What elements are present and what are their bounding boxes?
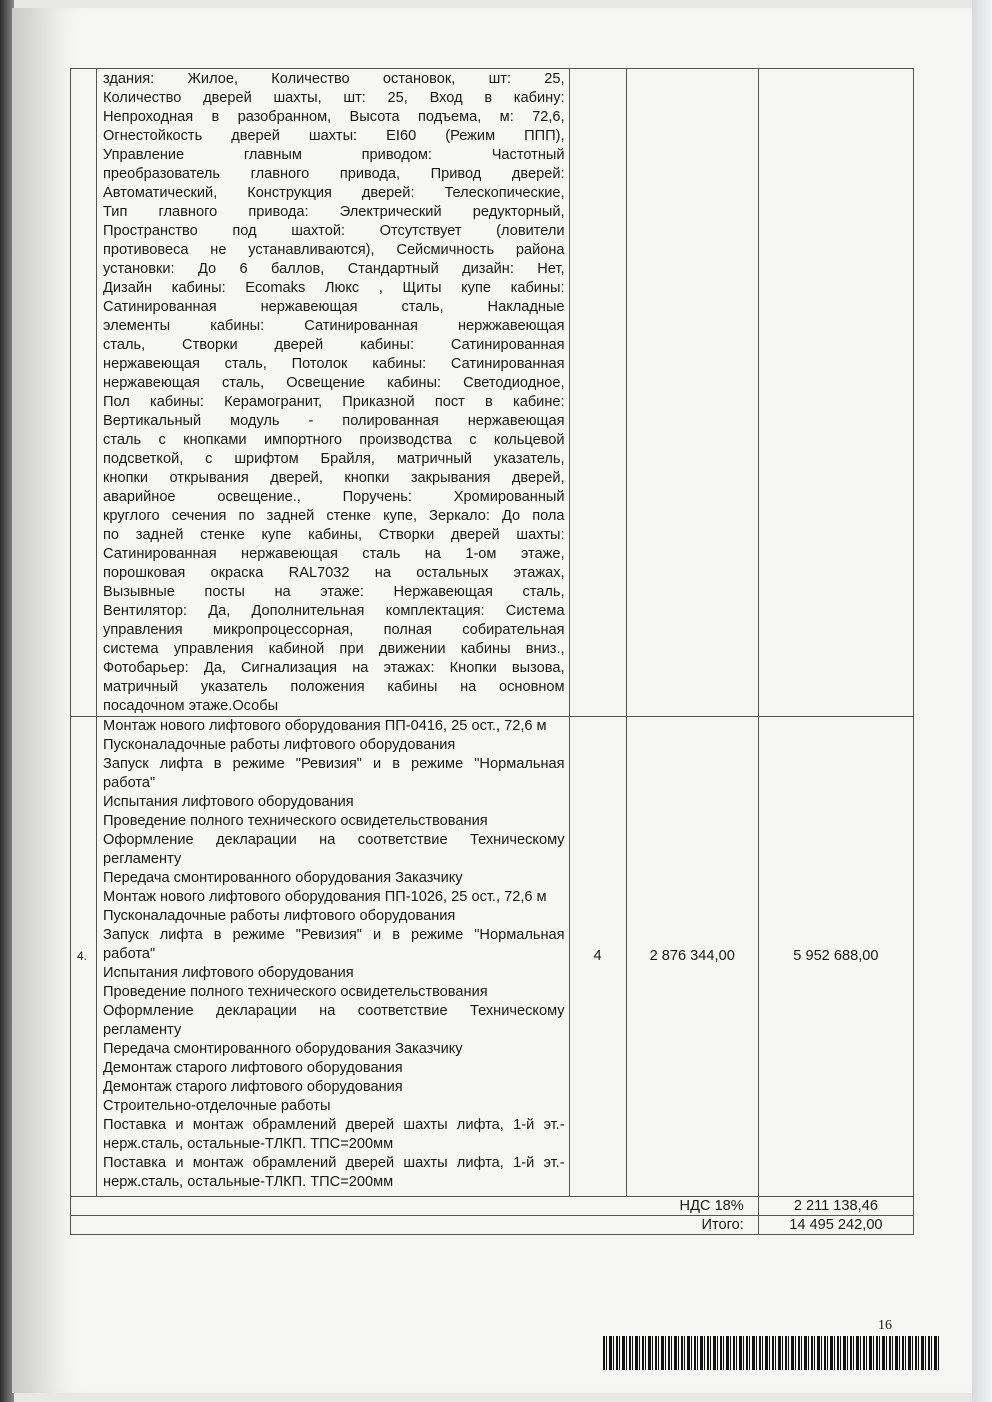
- description-line: Пространство под шахтой: Отсутствует (ловители: [103, 223, 565, 239]
- work-item: Оформление декларации на соответствие Техническому регламенту: [103, 832, 565, 867]
- description-line: противовеса не устанавливаются), Сейсмичность района: [103, 242, 565, 258]
- description-line: кнопки открывания дверей, кнопки закрывания дверей,: [103, 470, 565, 486]
- work-item: Демонтаж старого лифтового оборудования: [103, 1079, 403, 1095]
- description-line: установки: До 6 баллов, Стандартный дизайн: Нет,: [103, 261, 565, 277]
- price-cell: [626, 69, 758, 717]
- description-line: сталь, Створки дверей кабины: Сатинированная: [103, 337, 565, 353]
- description-line: по задней стенке купе кабины, Створки дверей шахты:: [103, 527, 565, 543]
- row-number-cell: [71, 69, 97, 717]
- total-label: Итого:: [71, 1216, 759, 1235]
- vat-label: НДС 18%: [71, 1197, 759, 1216]
- works-list: [97, 717, 569, 1196]
- work-item: Монтаж нового лифтового оборудования ПП-1026, 25 ост., 72,6 м: [103, 889, 547, 905]
- description-line: Огнестойкость дверей шахты: EI60 (Режим ППП),: [103, 128, 565, 144]
- description-line: подсветкой, с шрифтом Брайля, матричный указатель,: [103, 451, 565, 467]
- description-line: Тип главного привода: Электрический редукторный,: [103, 204, 565, 220]
- description-line: Непроходная в разобранном, Высота подъема, м: 72,6,: [103, 109, 565, 125]
- sum-cell: [758, 69, 913, 717]
- description-line: сталь с кнопками импортного производства с кольцевой: [103, 432, 565, 448]
- work-item: Строительно-отделочные работы: [103, 1098, 331, 1114]
- work-item: Запуск лифта в режиме "Ревизия" и в режиме "Нормальная работа": [103, 756, 565, 791]
- estimate-table: [70, 68, 914, 1235]
- equipment-description: [97, 69, 569, 716]
- description-line: система управления кабиной при движении кабины вниз.,: [103, 641, 565, 657]
- description-line: управления микропроцессорная, полная собирательная: [103, 622, 565, 638]
- description-line: круглого сечения по задней стенке купе, Зеркало: До пола: [103, 508, 565, 524]
- description-line: нержавеющая сталь, Потолок кабины: Сатинированная: [103, 356, 565, 372]
- description-cell: [97, 69, 570, 717]
- description-line: нержавеющая сталь, Освещение кабины: Светодиодное,: [103, 375, 565, 391]
- description-line: Сатинированная нержавеющая сталь, Накладные: [103, 299, 565, 315]
- description-line: матричный указатель положения кабины на основном: [103, 679, 565, 695]
- work-item: Пусконаладочные работы лифтового оборудования: [103, 908, 456, 924]
- page-number: 16: [878, 1318, 892, 1333]
- total-row: [71, 1216, 914, 1235]
- description-line: Вентилятор: Да, Дополнительная комплектация: Система: [103, 603, 565, 619]
- work-item: Оформление декларации на соответствие Техническому регламенту: [103, 1003, 565, 1038]
- work-item: Испытания лифтового оборудования: [103, 965, 354, 981]
- work-item: Проведение полного технического освидетельствования: [103, 984, 488, 1000]
- work-item: Поставка и монтаж обрамлений дверей шахты лифта, 1-й эт.-нерж.сталь, остальные-ТЛКП. ТПС=200мм: [103, 1117, 565, 1152]
- works-cell: [97, 717, 570, 1197]
- page-edge: [972, 0, 992, 1402]
- description-line: Вызывные посты на этаже: Нержавеющая сталь,: [103, 584, 565, 600]
- work-item: Запуск лифта в режиме "Ревизия" и в режиме "Нормальная работа": [103, 927, 565, 962]
- row-quantity: 4: [569, 717, 626, 1197]
- table-row-3-continuation: [71, 69, 914, 717]
- description-line: Пол кабины: Керамогранит, Приказной пост в кабине:: [103, 394, 565, 410]
- vat-value: 2 211 138,46: [758, 1197, 913, 1216]
- work-item: Пусконаладочные работы лифтового оборудования: [103, 737, 456, 753]
- row-number: 4.: [71, 717, 97, 1197]
- work-item: Поставка и монтаж обрамлений дверей шахты лифта, 1-й эт.-нерж.сталь, остальные-ТЛКП. ТПС=200мм: [103, 1155, 565, 1190]
- quantity-cell: [569, 69, 626, 717]
- description-line: здания: Жилое, Количество остановок, шт: 25,: [103, 71, 565, 87]
- description-line: Автоматический, Конструкция дверей: Телескопические,: [103, 185, 565, 201]
- description-line: Вертикальный модуль - полированная нержавеющая: [103, 413, 565, 429]
- description-line: порошковая окраска RAL7032 на остальных этажах,: [103, 565, 565, 581]
- total-value: 14 495 242,00: [758, 1216, 913, 1235]
- description-line: Дизайн кабины: Ecomaks Люкс , Щиты купе кабины:: [103, 280, 565, 296]
- work-item: Монтаж нового лифтового оборудования ПП-0416, 25 ост., 72,6 м: [103, 718, 547, 734]
- work-item: Передача смонтированного оборудования Заказчику: [103, 1041, 463, 1057]
- description-line: аварийное освещение., Поручень: Хромированный: [103, 489, 565, 505]
- description-line: преобразователь главного привода, Привод дверей:: [103, 166, 565, 182]
- description-line: Фотобарьер: Да, Сигнализация на этажах: Кнопки вызова,: [103, 660, 565, 676]
- work-item: Демонтаж старого лифтового оборудования: [103, 1060, 403, 1076]
- table-row-4: [71, 717, 914, 1197]
- vat-row: [71, 1197, 914, 1216]
- work-item: Проведение полного технического освидетельствования: [103, 813, 488, 829]
- description-line: Сатинированная нержавеющая сталь на 1-ом этаже,: [103, 546, 565, 562]
- barcode-icon: [603, 1336, 939, 1370]
- work-item: Передача смонтированного оборудования Заказчику: [103, 870, 463, 886]
- row-total: 5 952 688,00: [758, 717, 913, 1197]
- row-unit-price: 2 876 344,00: [626, 717, 758, 1197]
- work-item: Испытания лифтового оборудования: [103, 794, 354, 810]
- description-line: посадочном этаже.Особы: [103, 698, 279, 714]
- description-line: элементы кабины: Сатинированная нержжавеющая: [103, 318, 565, 334]
- description-line: Управление главным приводом: Частотный: [103, 147, 565, 163]
- description-line: Количество дверей шахты, шт: 25, Вход в кабину:: [103, 90, 565, 106]
